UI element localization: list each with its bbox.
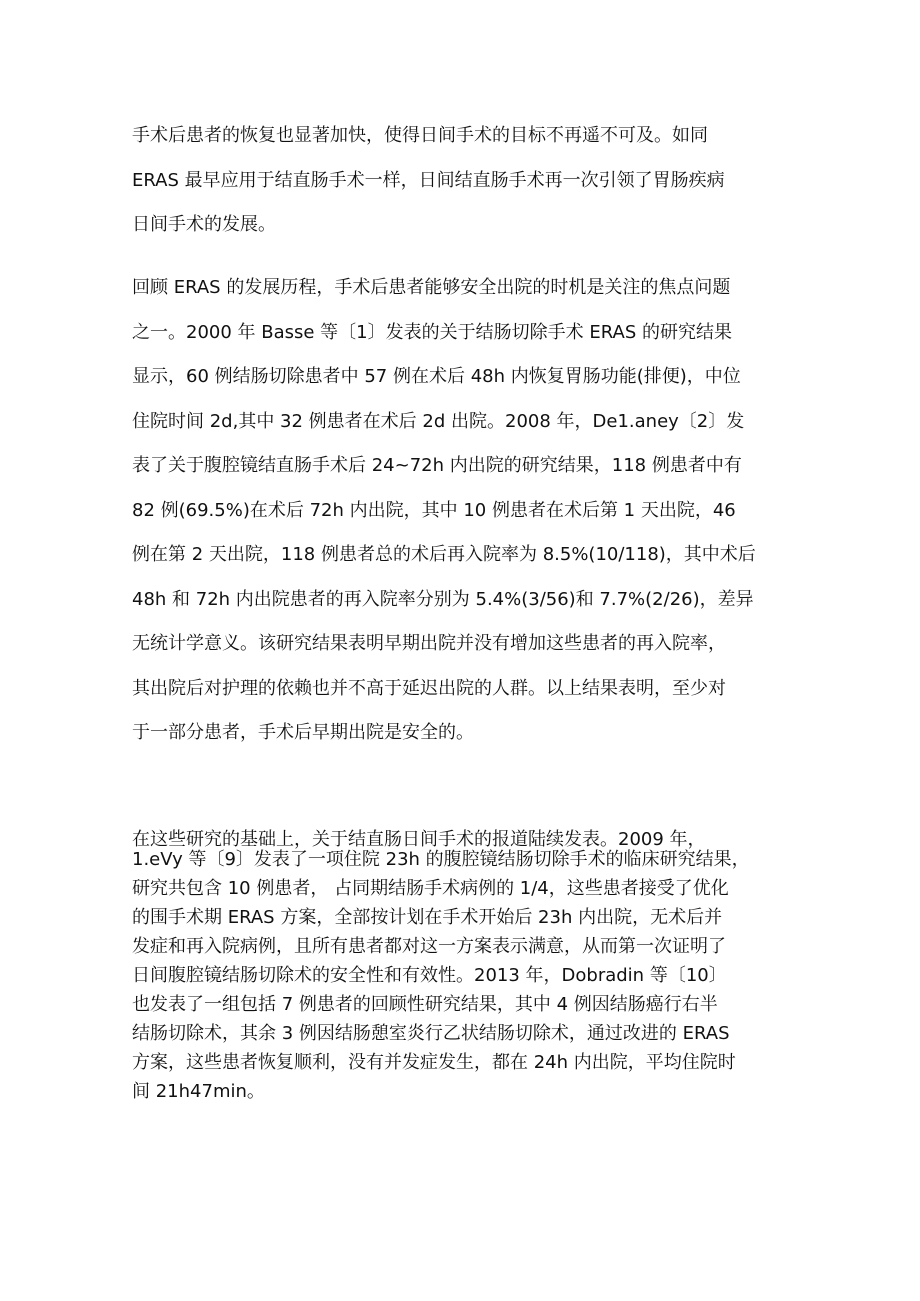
text-line: 于一部分患者，手术后早期出院是安全的。 <box>132 722 474 743</box>
text-line: ERAS 最早应用于结直肠手术一样，日间结直肠手术再一次引领了胃肠疾病 <box>132 169 725 191</box>
text-line: 表了关于腹腔镜结直肠手术后 24~72h 内出院的研究结果，118 例患者中有 <box>132 455 742 476</box>
text-line: 也发表了一组包括 7 例患者的回顾性研究结果，其中 4 例因结肠癌行右半 <box>132 994 718 1015</box>
text-line: 显示，60 例结肠切除患者中 57 例在术后 48h 内恢复胃肠功能(排便)，中位 <box>132 366 741 387</box>
paragraph-eras-history <box>132 266 812 756</box>
text-line: 方案，这些患者恢复顺利，没有并发症发生，都在 24h 内出院，平均住院时 <box>132 1052 736 1073</box>
text-line: 间 21h47min。 <box>132 1081 265 1102</box>
paragraph-clinical-studies <box>132 845 812 1106</box>
text-line: 日间手术的发展。 <box>132 214 276 235</box>
text-line: 48h 和 72h 内出院患者的再入院率分别为 5.4%(3∕56)和 7.7%(2∕26)，差异 <box>132 588 754 610</box>
text-line: 日间腹腔镜结肠切除术的安全性和有效性。2013 年，Dobradin 等〔10〕 <box>132 965 727 986</box>
text-line: 研究共包含 10 例患者， 占同期结肠手术病例的 1/4，这些患者接受了优化 <box>132 878 729 899</box>
text-line: 无统计学意义。该研究结果表明早期出院并没有增加这些患者的再入院率， <box>132 633 726 654</box>
text-line: 回顾 ERAS 的发展历程，手术后患者能够安全出院的时机是关注的焦点问题 <box>132 277 731 298</box>
text-line: 发症和再入院病例，且所有患者都对这一方案表示满意，从而第一次证明了 <box>132 936 726 957</box>
text-line: 之一。2000 年 Basse 等〔1〕发表的关于结肠切除手术 ERAS 的研究结果 <box>132 321 732 343</box>
text-line: 例在第 2 天出院，118 例患者总的术后再入院率为 8.5%(10∕118)，其中术后 <box>132 544 756 565</box>
paragraph-eras-day-surgery-intro <box>132 114 812 248</box>
text-line: 住院时间 2d,其中 32 例患者在术后 2d 出院。2008 年，De1.aney〔2〕发 <box>132 410 745 432</box>
text-line: 结肠切除术，其余 3 例因结肠憩室炎行乙状结肠切除术，通过改进的 ERAS <box>132 1023 730 1044</box>
text-line: 1.eVy 等〔9〕发表了一项住院 23h 的腹腔镜结肠切除手术的临床研究结果， <box>132 849 750 870</box>
text-line: 82 例(69.5%)在术后 72h 内出院，其中 10 例患者在术后第 1 天出院，46 <box>132 499 736 521</box>
text-line: 其出院后对护理的依赖也并不高于延迟出院的人群。以上结果表明，至少对 <box>132 677 726 699</box>
text-line: 手术后患者的恢复也显著加快，使得日间手术的目标不再遥不可及。如同 <box>132 125 708 146</box>
text-line: 的围手术期 ERAS 方案，全部按计划在手术开始后 23h 内出院，无术后并 <box>132 907 723 928</box>
text-line: 在这些研究的基础上，关于结直肠日间手术的报道陆续发表。2009 年， <box>132 829 706 850</box>
